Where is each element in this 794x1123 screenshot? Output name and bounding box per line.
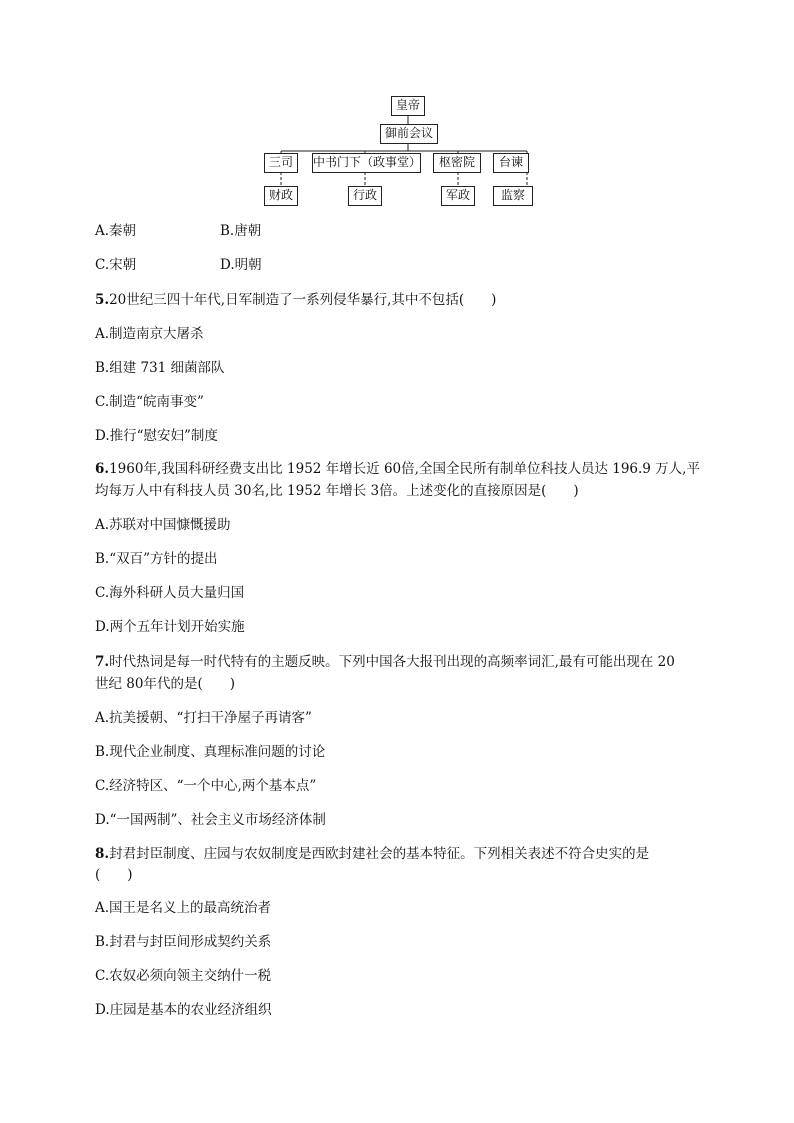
q7-stem-line-1: [95, 652, 675, 672]
q8-option-d: D.庄园是基本的农业经济组织: [95, 1002, 272, 1018]
administration-box: 行政: [348, 186, 382, 206]
q6-option-c: C.海外科研人员大量归国: [95, 585, 245, 601]
q7-option-a: A.抗美援朝、“打扫干净屋子再请客”: [95, 710, 312, 726]
q7-stem-line-2: 世纪 80年代的是( ): [95, 676, 236, 692]
q6-option-b: B.“双百”方针的提出: [95, 551, 218, 567]
q8-stem-line-2: ( ): [95, 867, 133, 883]
question-number: 6.: [95, 461, 110, 477]
question-stem-line: 1960年,我国科研经费支出比 1952 年增长近 60倍,全国全民所有制单位科技人员达 196.9 万人,平: [109, 461, 700, 477]
q5-option-d: D.推行“慰安妇”制度: [95, 428, 218, 444]
shumiyuan-box: 枢密院: [433, 153, 481, 173]
zhongshumenxia-box: 中书门下（政事堂）: [312, 153, 421, 173]
q8-stem-line-1: [95, 844, 649, 864]
taijian-box: 台谏: [493, 153, 529, 173]
question-number: 5.: [95, 292, 110, 308]
q7-option-b: B.现代企业制度、真理标准问题的讨论: [95, 744, 326, 760]
supervision-box: 监察: [493, 186, 533, 206]
q7-option-d: D.“一国两制”、社会主义市场经济体制: [95, 812, 326, 828]
q8-option-b: B.封君与封臣间形成契约关系: [95, 934, 272, 950]
q4-option-b: B.唐朝: [220, 223, 262, 239]
q5-option-a: A.制造南京大屠杀: [95, 326, 204, 342]
q5-option-b: B.组建 731 细菌部队: [95, 360, 225, 376]
q6-stem-line-2: 均每万人中有科技人员 30名,比 1952 年增长 3倍。上述变化的直接原因是( ): [95, 483, 579, 499]
finance-box: 财政: [264, 186, 298, 206]
q7-option-c: C.经济特区、“一个中心,两个基本点”: [95, 778, 317, 794]
question-number: 7.: [95, 654, 110, 670]
q4-option-c: C.宋朝: [95, 257, 137, 273]
question-stem-line: 20世纪三四十年代,日军制造了一系列侵华暴行,其中不包括( ): [109, 292, 497, 308]
q4-option-a: A.秦朝: [95, 223, 137, 239]
q6-option-d: D.两个五年计划开始实施: [95, 619, 245, 635]
q6-option-a: A.苏联对中国慷慨援助: [95, 517, 231, 533]
emperor-box: 皇帝: [391, 96, 425, 116]
q6-stem-line-1: [95, 459, 700, 479]
question-stem-line: 封君封臣制度、庄园与农奴制度是西欧封建社会的基本特征。下列相关表述不符合史实的是: [109, 846, 650, 862]
q5-stem: [95, 290, 496, 310]
question-number: 8.: [95, 846, 110, 862]
q5-option-c: C.制造“皖南事变”: [95, 394, 204, 410]
military-box: 军政: [441, 186, 475, 206]
question-stem-line: 时代热词是每一时代特有的主题反映。下列中国各大报刊出现的高频率词汇,最有可能出现在 20: [109, 654, 675, 670]
q8-option-c: C.农奴必须向领主交纳什一税: [95, 968, 272, 984]
imperial-council-box: 御前会议: [380, 124, 438, 144]
q4-option-d: D.明朝: [220, 257, 262, 273]
q8-option-a: A.国王是名义上的最高统治者: [95, 900, 272, 916]
sansi-box: 三司: [264, 153, 298, 173]
government-structure-diagram: [255, 90, 545, 210]
